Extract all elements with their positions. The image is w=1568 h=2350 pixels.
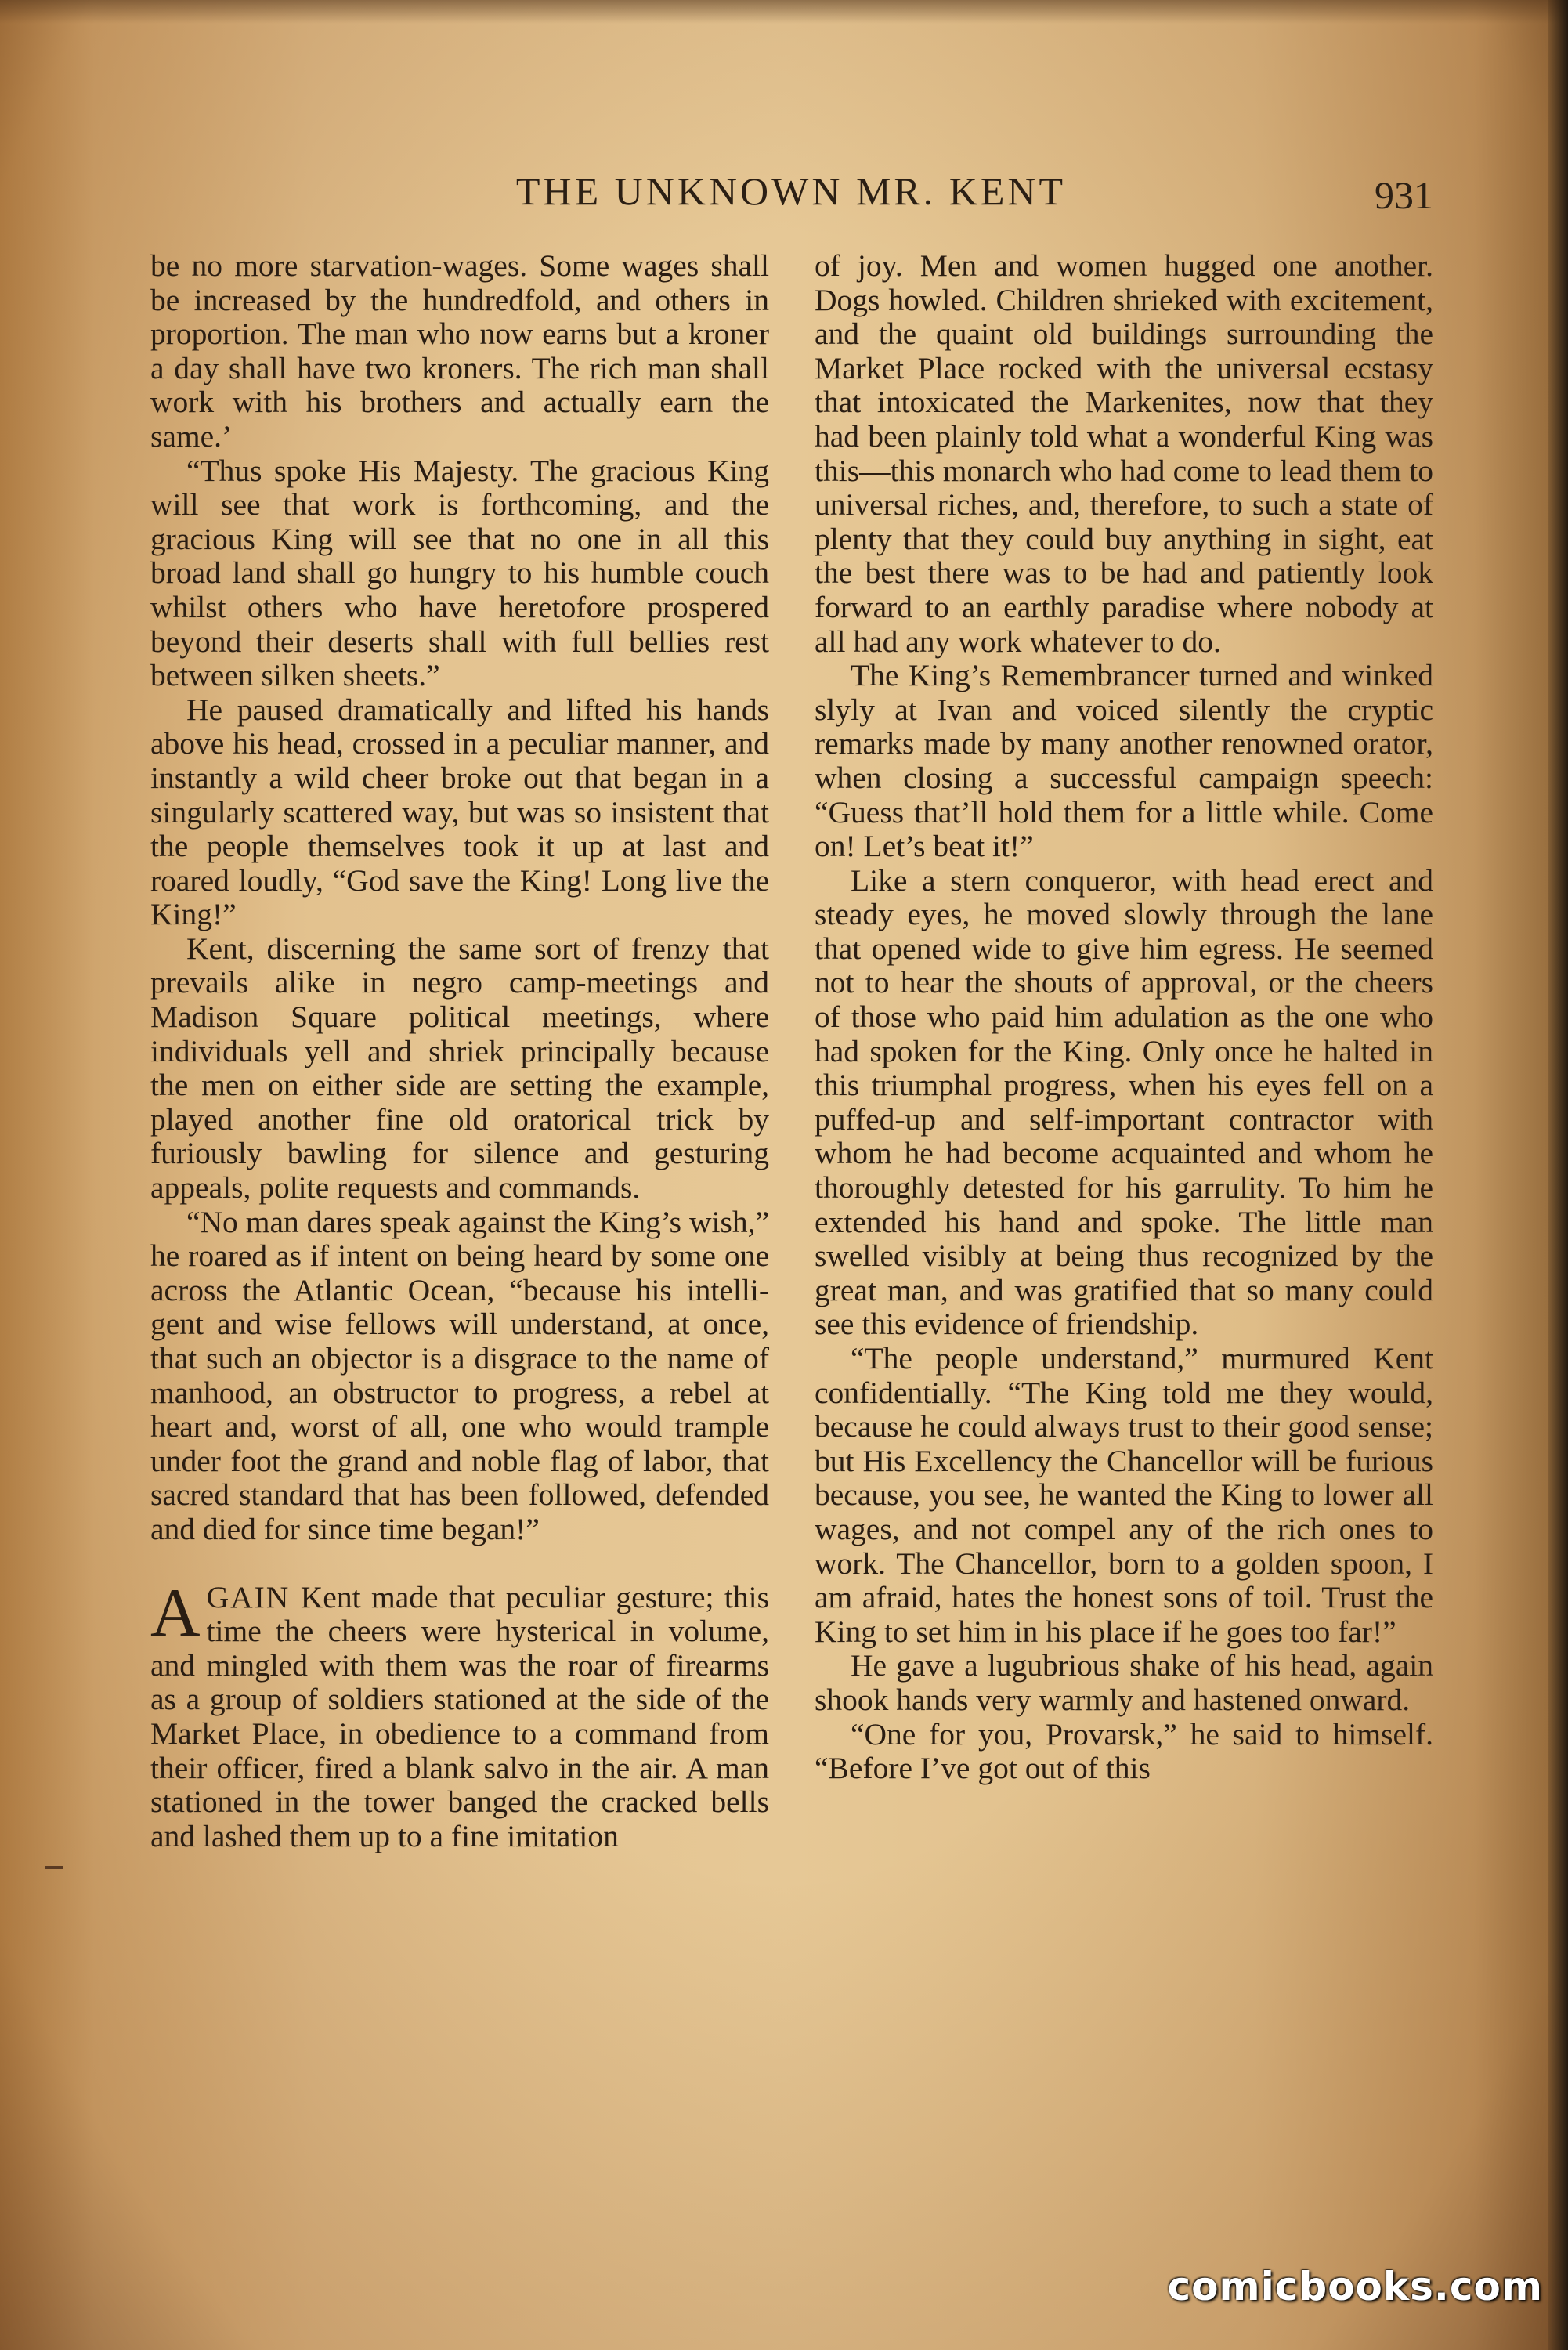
left-column (150, 249, 769, 1853)
running-head-title: THE UNKNOWN MR. KENT (515, 169, 1067, 213)
paragraph: Kent, discerning the same sort of frenzy that prevails alike in negro camp-meetings and Madison Square political meetings, where individuals yell and shriek principally because the men on either side are setting the example, played another fine old oratorical trick by furiously bawling for silence and gesturing appeals, polite requests and commands. (150, 931, 769, 1206)
page-number: 931 (1375, 173, 1433, 217)
page-spine-edge (1548, 0, 1568, 2350)
right-column (815, 249, 1433, 1786)
paragraph: He gave a lugubrious shake of his head, again shook hands very warmly and hastened onward. (815, 1648, 1433, 1717)
paragraph: “No man dares speak against the King’s wish,” he roared as if intent on being heard by some one across the Atlantic Ocean, “because his intelligent and wise fellows will understand, at once, that such an objector is a disgrace to the name of manhood, an obstructor to progress, a rebel at heart and, worst of all, one who would trample under foot the grand and noble flag of labor, that sacred standard that has been followed, defended and died for since time began!” (150, 1204, 769, 1546)
paragraph: “One for you, Provarsk,” he said to himself. “Before I’ve got out of this (815, 1716, 1433, 1786)
paragraph: He paused dramatically and lifted his hands above his head, crossed in a peculiar manner, and instantly a wild cheer broke out that began in a singularly scattered way, but was so insistent that the people themselves took it up at last and roared loudly, “God save the King! Long live the King!” (150, 692, 769, 932)
section-paragraph (150, 1574, 769, 1854)
paragraph: be no more starvation-wages. Some wages shall be increased by the hundredfold, and others in proportion. The man who now earns but a kroner a day shall have two kroners. The rich man shall work with his brothers and actually earn the same.’ (150, 248, 769, 454)
paragraph-text: Kent made that peculiar gesture; this time the cheers were hysterical in volume, and mingled with them was the roar of firearms as a group of soldiers stationed at the side of the Market Place, in obedience to a command from their officer, fired a blank salvo in the air. A man stationed in the tower banged the cracked bells and lashed them up to a fine imitation (150, 1579, 769, 1853)
paragraph: Like a stern conqueror, with head erect and steady eyes, he moved slowly through the lane that opened wide to give him egress. He seemed not to hear the shouts of approval, or the cheers of those who paid him adulation as the one who had spoken for the King. Only once he halted in this triumphal progress, when his eyes fell on a puffed-up and self-important contractor with whom he had become acquainted and whom he thoroughly detested for his garrulity. To him he extended his hand and spoke. The little man swelled visibly at being thus recognized by the great man, and was gratified that so many could see this evidence of friendship. (815, 862, 1433, 1342)
site-watermark: comicbooks.com (1167, 2264, 1543, 2309)
paragraph: “The people understand,” murmured Kent confidentially. “The King told me they would, because he could always trust to their good sense; but His Excellency the Chancellor will be furious because, you see, he wanted the King to lower all wages, and not compel any of the rich ones to work. The Chancellor, born to a golden spoon, I am afraid, hates the honest sons of toil. Trust the King to set him in his place if he goes too far!” (815, 1341, 1433, 1649)
paragraph: The King’s Remembrancer turned and winked slyly at Ivan and voiced silently the cryptic remarks made by many another renowned orator, when closing a successful campaign speech: “Guess that’ll hold them for a little while. Come on! Let’s beat it!” (815, 658, 1433, 864)
paragraph: “Thus spoke His Majesty. The gracious King will see that work is forthcoming, and the gracious King will see that no one in all this broad land shall go hungry to his humble couch whilst others who have heretofore prospered beyond their deserts shall with full bellies rest between silken sheets.” (150, 453, 769, 693)
margin-mark (45, 1866, 63, 1869)
small-caps-lead: GAIN (206, 1579, 291, 1614)
paragraph: of joy. Men and women hugged one another. Dogs howled. Children shrieked with excitement, and the quaint old buildings surrounding the Market Place rocked with the universal ecstasy that intoxicated the Markenites, now that they had been plainly told what a wonderful King was this—this monarch who had come to lead them to universal riches, and, therefore, to such a state of plenty that they could buy anything in sight, eat the best there was to be had and patiently look forward to an earthly paradise where nobody at all had any work whatever to do. (815, 248, 1433, 659)
page-top-shadow (0, 0, 1568, 24)
drop-cap: A (150, 1574, 201, 1651)
